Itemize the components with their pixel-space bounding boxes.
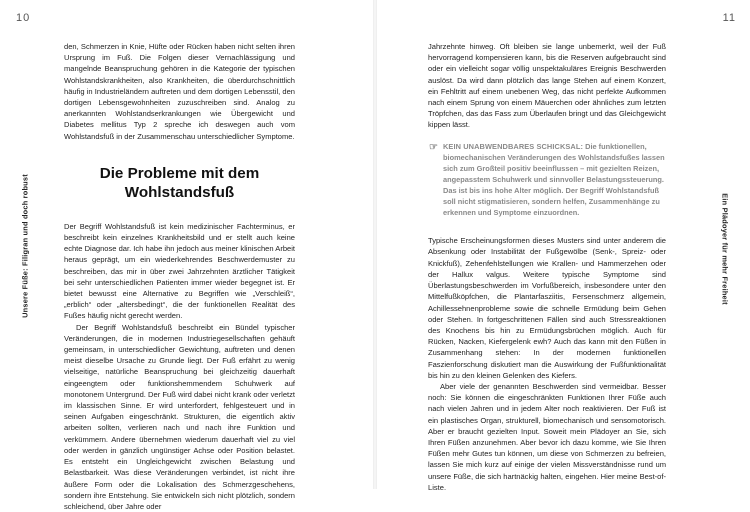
book-gutter: [373, 0, 377, 489]
right-text-column: [428, 41, 666, 493]
body-paragraph-1: Der Begriff Wohlstandsfuß ist kein medizinischer Fachterminus, er beschreibt kein einzelnes Krankheitsbild und er stellt auch keine echte Diagnose dar. Ich habe ihn jedoch aus meiner klinischen Arbeit heraus geprägt, um ein wiederkehrendes Beschwerdemuster zu beschreiben, das mir in über zwei Jahrzehnten ärztlicher Tätigkeit bei sehr unterschiedlichen Patienten immer wieder begegnet ist. Er bietet bewusst eine Alternative zu Begriffen wie „Verschleiß“, „erblich“ oder „altersbedingt“, die der funktionellen Realität des Fußes häufig nicht gerecht werden.: [64, 221, 295, 321]
chapter-side-label-right: Ein Plädoyer für mehr Freiheit: [720, 193, 730, 305]
callout-box: [428, 141, 666, 219]
body-paragraph-4: Aber viele der genannten Beschwerden sind vermeidbar. Besser noch: Sie können die eingeschränkten Funktionen Ihrer Füße auch nach vielen Jahren und in jedem Alter noch reaktivieren. Der Fuß ist ein plastisches Organ, strukturell, biomechanisch und sensomotorisch. Aber er braucht gezielten Input. Soweit mein Plädoyer an Sie, sich Ihren Füßen anzunehmen. Aber bevor ich dazu komme, wie Sie Ihren Füßen mehr Gutes tun können, um diese von Schmerzen zu befreien, lassen Sie mich kurz auf einige der vielen Missverständnisse rund um unsere Füße, die sich hartnäckig halten, eingehen. Hier meine Best-of-Liste.: [428, 381, 666, 492]
left-text-column: [64, 41, 295, 512]
page-number-left: 10: [16, 12, 31, 24]
continued-paragraph: Jahrzehnte hinweg. Oft bleiben sie lange unbemerkt, weil der Fuß hervorragend kompensieren kann, bis die Reserven aufgebraucht sind oder ein vielleicht sogar völlig unspektakuläres Ereignis Beschwerden auslöst. Da wird dann plötzlich das lange Stehen auf einem Konzert, ein Fehltritt auf einem unebenen Weg, das nicht perfekte Aufkommen nach einem Sprung von einem Mäuerchen oder ähnliches zum letzten Tröpfchen, das das Fass zum Überlaufen bringt und das Gleichgewicht kippen lässt.: [428, 42, 666, 130]
callout-text: Die funktionellen, biomechanischen Veränderungen des Wohlstandsfußes lassen sich zum Großteil positiv beeinflussen – mit gezielten Reizen, angepasstem Schuhwerk und sinnvoller Belastungssteuerung. Das ist bis ins hohe Alter möglich. Der Begriff Wohlstandsfuß soll nicht stigmatisieren, sondern helfen, Zusammenhänge zu erkennen und Symptome einzuordnen.: [443, 141, 665, 218]
chapter-side-label-left: Unsere Füße: Filigran und doch robust: [20, 174, 30, 318]
body-paragraph-3: Typische Erscheinungsformen dieses Musters sind unter anderem die Absenkung oder Instabilität der Fußgewölbe (Senk-, Spreiz- oder Knickfuß), Zehenfehlstellungen wie Krallen- und Hammerzehen oder der Hallux valgus. Weitere typische Symptome sind Überlastungsbeschwerden im Vorfußbereich, insbesondere unter den Mittelfußköpfchen, die Plantarfasziitis, Fersenschmerz allgemein, Achillessehnenprobleme sowie die schnelle Ermüdung beim Gehen oder Stehen. In fortgeschrittenen Fällen sind auch Stressreaktionen des Knochens bis hin zu Ermüdungsbrüchen möglich. Auch für Rücken, Nacken, Kiefergelenk ewh? Auch das kann mit den Füßen in Zusammenhang stehen: In der modernen funktionellen Faszienforschung diskutiert man die Auswirkung der Fußfunktionalität bis hin zu den kleinen Gelenken des Kiefers.: [428, 236, 666, 380]
page-number-right: 11: [722, 12, 736, 24]
hand-pointing-icon: ☞: [429, 141, 438, 153]
section-heading: Die Probleme mit dem Wohlstandsfuß: [99, 164, 260, 201]
intro-paragraph: den, Schmerzen in Knie, Hüfte oder Rücken haben nicht selten ihren Ursprung im Fuß. Die Folgen dieser Vernachlässigung und mangelnde Beanspruchung gehören in die Kategorie der typischen Wohlstandskrankheiten, also Krankheiten, die überdurchschnittlich häufig in Industrieländern auftreten und dem dortigen Lebensstil, den dortigen Lebensgewohnheiten zuzuschreiben sind. Analog zu anerkannten Wohlstandserkrankungen wie Übergewicht und Diabetes mellitus Typ 2 spreche ich deswegen auch vom Wohlstandsfuß in der Zusammenschau unterschiedlicher Symptome.: [64, 42, 295, 141]
callout-lead: KEIN UNABWENDBARES SCHICKSAL:: [443, 141, 584, 151]
body-paragraph-2: Der Begriff Wohlstandsfuß beschreibt ein Bündel typischer Veränderungen, die in modernen Industriegesellschaften gehäuft gemeinsam, in unterschiedlicher Gewichtung, auftreten und denen meist dieselbe Ursache zu Grunde liegt. Der Fuß erfährt zu wenig vielseitige, natürliche Beanspruchung bei gleichzeitig dauerhaft eingeengtem oder funktionshemmendem Schuhwerk auf monotonem Untergrund. Der Fuß wird dabei nicht krank oder verletzt im klassischen Sinne. Er wird unterfordert, fehlgesteuert und in seinen Aufgaben eingeschränkt. Strukturen, die eigentlich aktiv arbeiten sollten, verlieren nach und nach ihre Funktion und verkümmern. Andere übernehmen wiederum dauerhaft viel zu viel oder werden in gänzlich ungünstiger Achse oder Position belastet. Es entsteht ein Ungleichgewicht zwischen Belastung und Belastbarkeit. Was diese Veränderungen verbindet, ist nicht ihre äußere Form oder die Lokalisation des Schmerzgeschehens, sondern ihre Entstehung. Sie entwickeln sich nicht plötzlich, sondern schleichend, über Jahre oder: [64, 322, 295, 511]
